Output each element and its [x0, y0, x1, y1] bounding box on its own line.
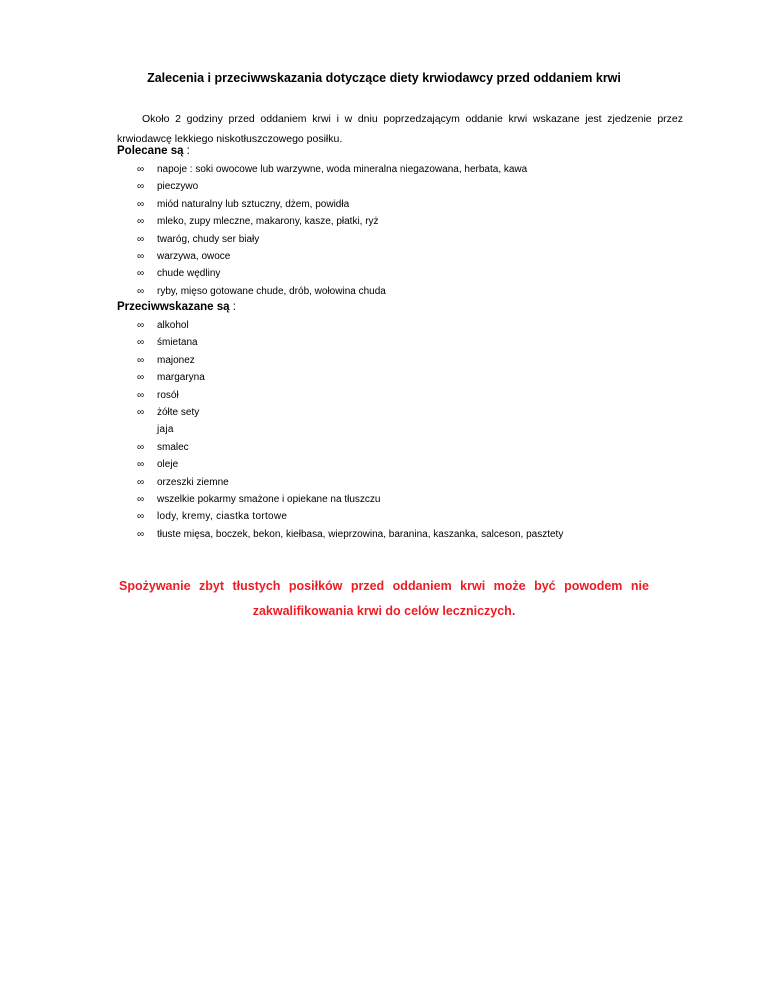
warning-line-1: Spożywanie zbyt tłustych posiłków przed oddaniem krwi może być powodem nie	[119, 579, 649, 593]
infinity-bullet-icon: ∞	[137, 320, 145, 331]
list-item: ∞ warzywa, owoce	[137, 248, 527, 265]
intro-line-1: Około 2 godziny przed oddaniem krwi i w dniu poprzedzającym oddanie krwi wskazane jest zjedzenie przez	[142, 113, 683, 125]
recommended-heading-text: Polecane są	[117, 145, 184, 157]
infinity-bullet-icon: ∞	[137, 441, 145, 453]
list-item: ∞ miód naturalny lub sztuczny, dżem, powidła	[137, 196, 527, 213]
list-item: ∞ majonez	[137, 352, 563, 369]
list-item: ∞ wszelkie pokarmy smażone i opiekane na tłuszczu	[137, 491, 563, 508]
list-item: ∞ napoje : soki owocowe lub warzywne, woda mineralna niegazowana, herbata, kawa	[137, 161, 527, 178]
contraindicated-heading-text: Przeciwwskazane są	[117, 301, 230, 313]
list-item: ∞ smalec	[137, 439, 563, 456]
infinity-bullet-icon: ∞	[137, 372, 145, 384]
infinity-bullet-icon: ∞	[137, 493, 145, 505]
list-item: ∞ śmietana	[137, 334, 563, 351]
infinity-bullet-icon: ∞	[137, 389, 145, 401]
infinity-bullet-icon: ∞	[137, 459, 145, 471]
list-item: ∞ ryby, mięso gotowane chude, drób, wołowina chuda	[137, 283, 527, 300]
infinity-bullet-icon: ∞	[137, 181, 145, 193]
infinity-bullet-icon: ∞	[137, 528, 145, 540]
warning-line-2: zakwalifikowania krwi do celów leczniczych.	[252, 604, 516, 618]
list-item: ∞ lody, kremy, ciastka tortowe	[137, 508, 563, 525]
infinity-bullet-icon: ∞	[137, 406, 145, 418]
list-item: ∞ twaróg, chudy ser biały	[137, 231, 527, 248]
infinity-bullet-icon: ∞	[137, 285, 145, 297]
recommended-heading-colon: :	[183, 145, 190, 157]
list-item: ∞ oleje	[137, 456, 563, 473]
infinity-bullet-icon: ∞	[137, 250, 145, 262]
list-item: ∞ żółte sety	[137, 404, 563, 421]
document-title: Zalecenia i przeciwwskazania dotyczące diety krwiodawcy przed oddaniem krwi	[147, 71, 621, 85]
intro-paragraph	[117, 109, 683, 149]
infinity-bullet-icon: ∞	[137, 164, 145, 175]
list-item: jaja	[157, 424, 174, 436]
infinity-bullet-icon: ∞	[137, 216, 145, 228]
recommended-list	[137, 161, 527, 300]
list-item: ∞ orzeszki ziemne	[137, 474, 563, 491]
infinity-bullet-icon: ∞	[137, 476, 145, 488]
list-item: ∞ alkohol	[137, 317, 563, 334]
warning-note	[0, 574, 768, 624]
infinity-bullet-icon: ∞	[137, 233, 145, 245]
infinity-bullet-icon: ∞	[137, 268, 145, 280]
list-item: ∞ margaryna	[137, 369, 563, 386]
intro-line-2: krwiodawcę lekkiego niskotłuszczowego posiłku.	[117, 133, 343, 145]
list-item: ∞ pieczywo	[137, 178, 527, 195]
recommended-heading	[117, 145, 190, 157]
infinity-bullet-icon: ∞	[137, 354, 145, 366]
infinity-bullet-icon: ∞	[137, 337, 145, 349]
contraindicated-list	[137, 317, 563, 543]
contraindicated-heading	[117, 301, 236, 313]
list-item: ∞ chude wędliny	[137, 265, 527, 282]
infinity-bullet-icon: ∞	[137, 198, 145, 210]
list-item: ∞ tłuste mięsa, boczek, bekon, kiełbasa, wieprzowina, baranina, kaszanka, salceson, pasztety	[137, 526, 563, 543]
list-item: ∞ rosół	[137, 387, 563, 404]
list-item: ∞ mleko, zupy mleczne, makarony, kasze, płatki, ryż	[137, 213, 527, 230]
contraindicated-heading-colon: :	[229, 301, 236, 313]
infinity-bullet-icon: ∞	[137, 511, 145, 523]
